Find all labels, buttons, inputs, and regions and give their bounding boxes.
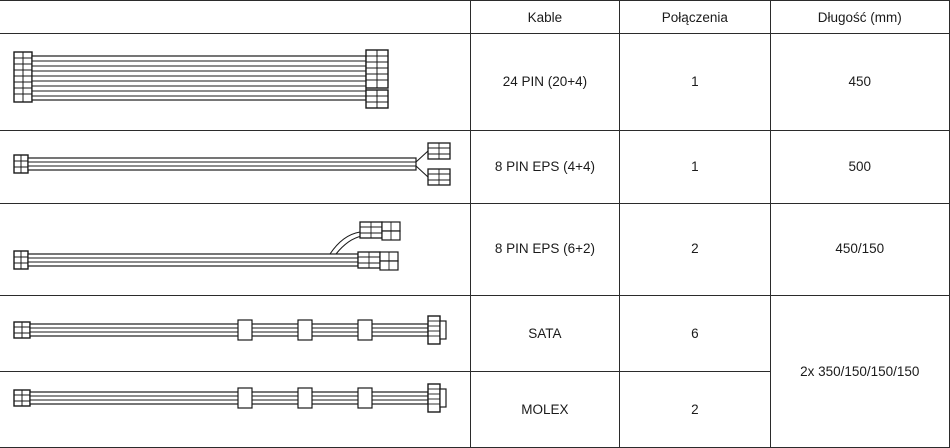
cable-connections: 1 xyxy=(620,34,770,131)
table-row xyxy=(0,295,950,371)
cable-graphic-8pin-eps-4-4 xyxy=(0,131,470,203)
cable-length: 450 xyxy=(770,34,949,131)
cable-image-sata xyxy=(0,295,470,371)
table-row xyxy=(0,130,950,203)
header-length: Długość (mm) xyxy=(770,1,949,34)
cable-length: 450/150 xyxy=(770,203,949,295)
cable-connections: 6 xyxy=(620,295,770,371)
table-row xyxy=(0,203,950,295)
cable-image-8pin-eps-6-2 xyxy=(0,203,470,295)
cable-connections: 1 xyxy=(620,130,770,203)
cable-graphic-24pin xyxy=(0,34,470,130)
cable-length-merged: 2x 350/150/150/150 xyxy=(770,295,949,447)
cable-length: 500 xyxy=(770,130,949,203)
table-header-row xyxy=(0,1,950,34)
cable-connections: 2 xyxy=(620,371,770,447)
table-row xyxy=(0,34,950,131)
cable-name: SATA xyxy=(470,295,619,371)
header-cable: Kable xyxy=(470,1,619,34)
cable-image-molex xyxy=(0,371,470,447)
header-connections: Połączenia xyxy=(620,1,770,34)
cable-image-24pin xyxy=(0,34,470,131)
cable-name: 24 PIN (20+4) xyxy=(470,34,619,131)
cable-image-8pin-eps-4-4 xyxy=(0,130,470,203)
header-image xyxy=(0,1,470,34)
cable-graphic-molex xyxy=(0,372,470,447)
cable-connections: 2 xyxy=(620,203,770,295)
cable-name: 8 PIN EPS (4+4) xyxy=(470,130,619,203)
cable-name: MOLEX xyxy=(470,371,619,447)
cable-graphic-8pin-eps-6-2 xyxy=(0,204,470,295)
cable-name: 8 PIN EPS (6+2) xyxy=(470,203,619,295)
cable-graphic-sata xyxy=(0,296,470,371)
